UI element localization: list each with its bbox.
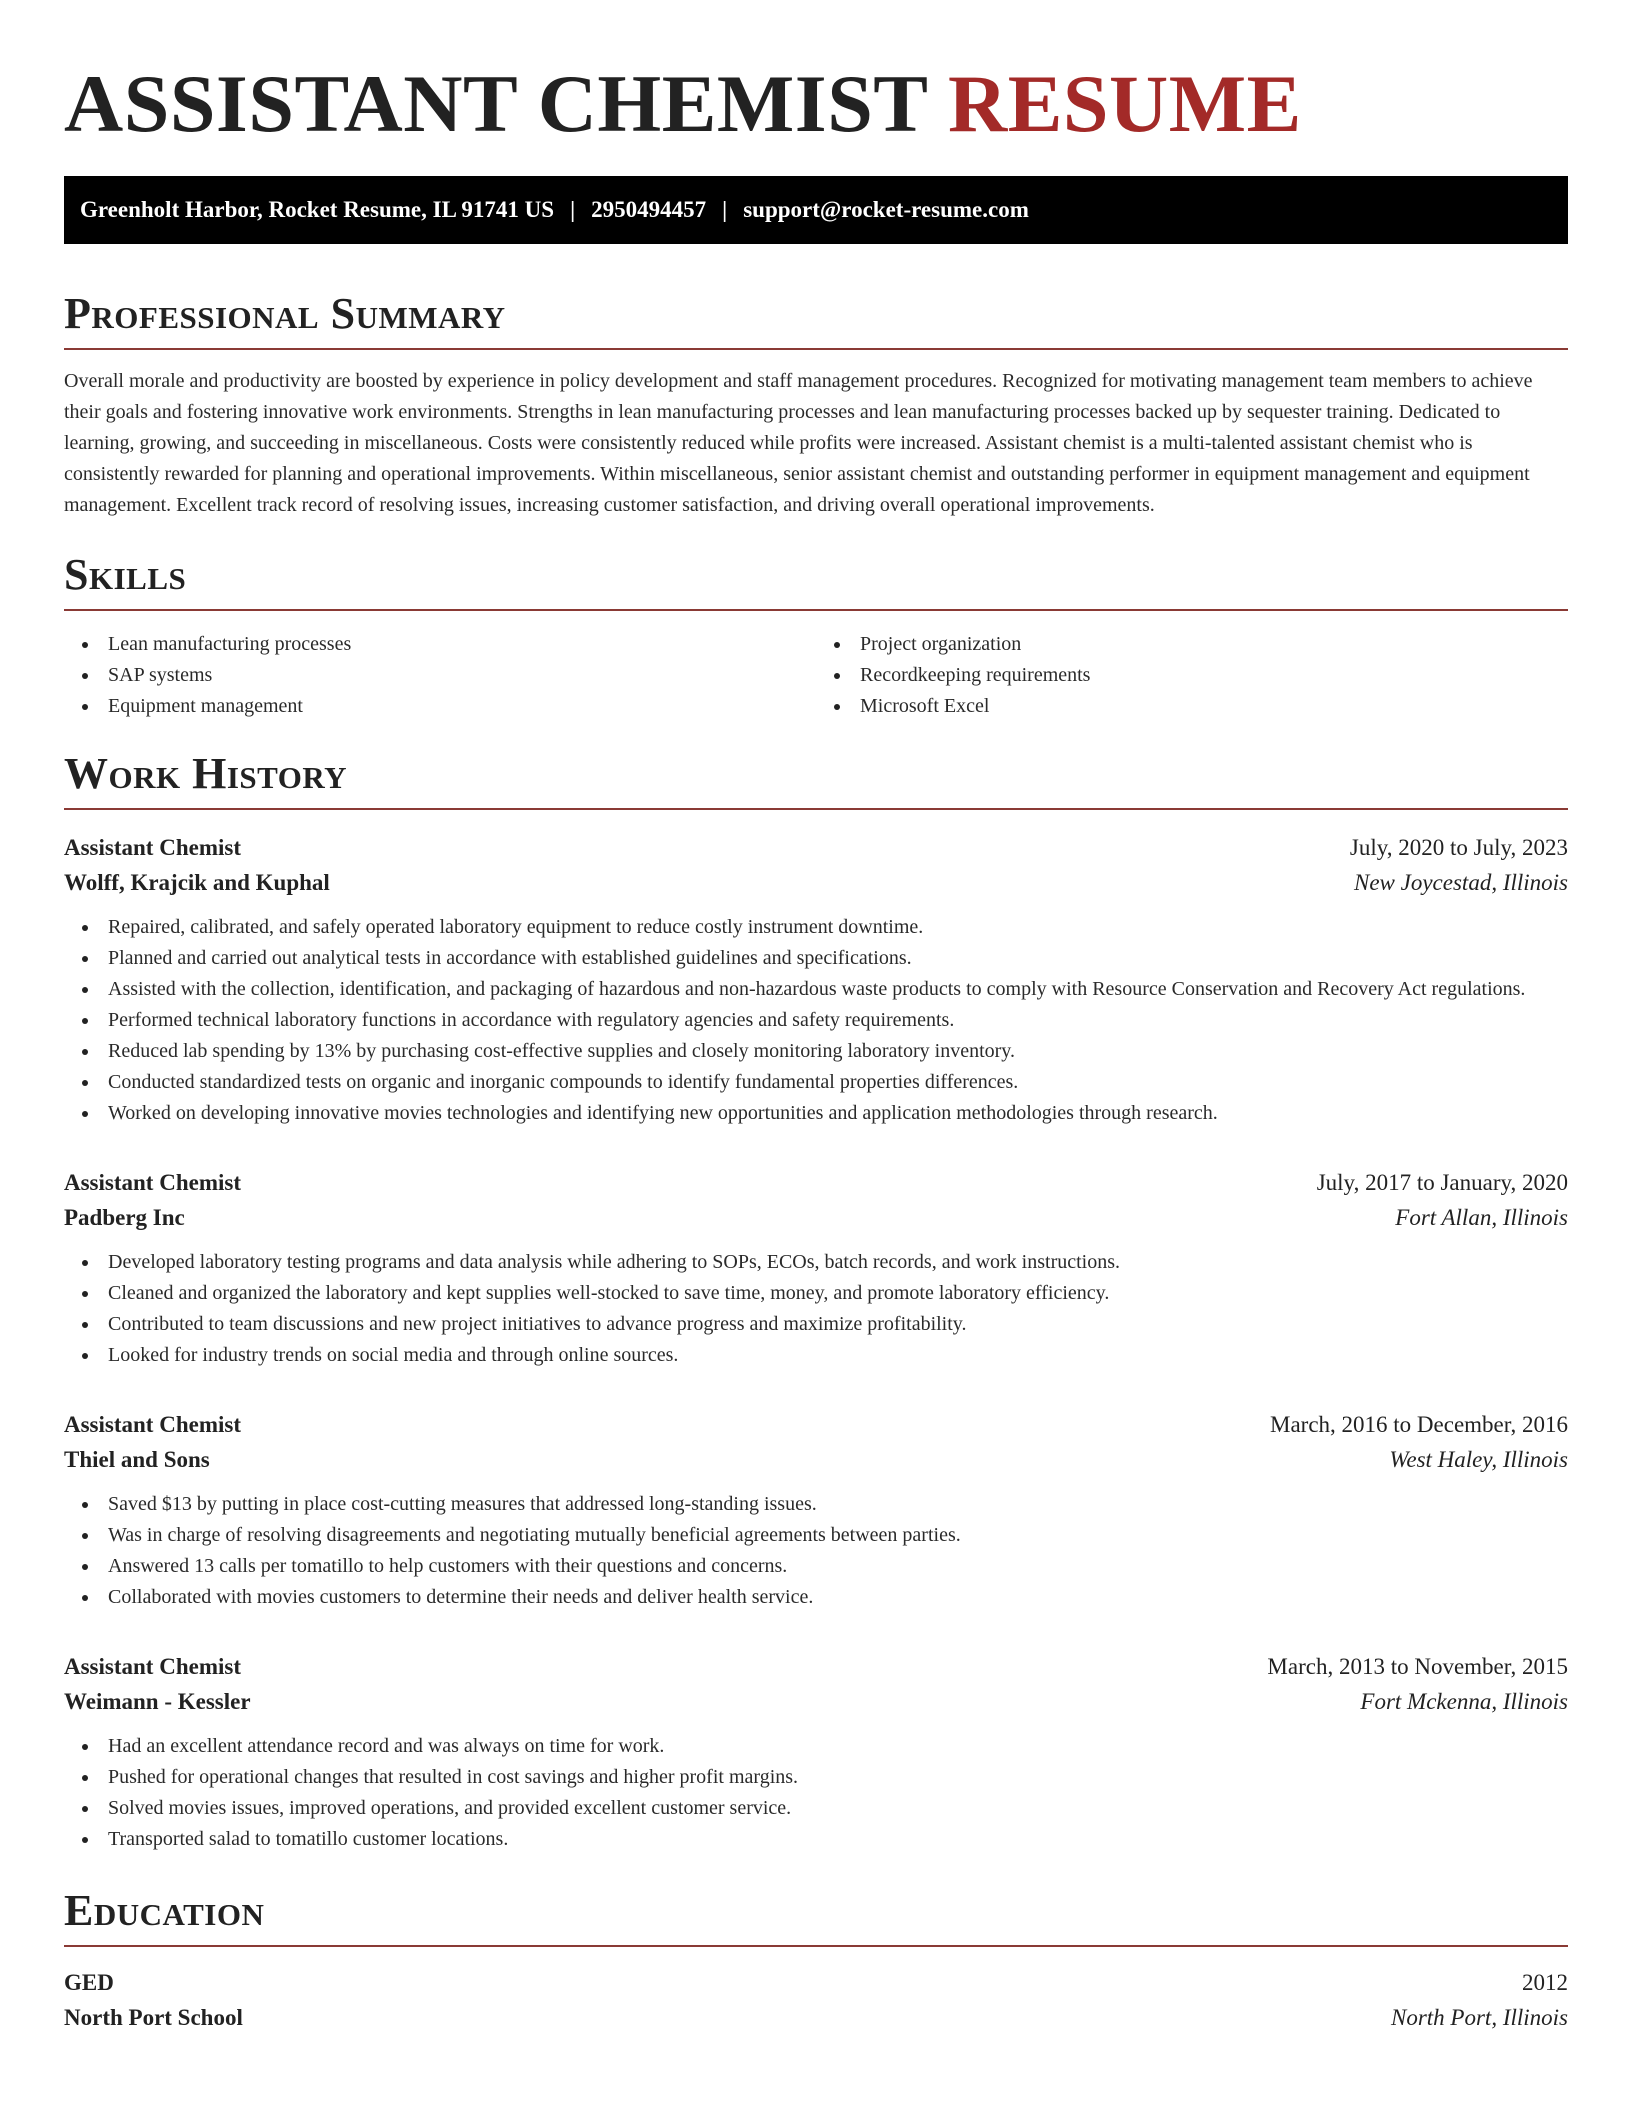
job-bullets	[64, 1489, 1568, 1613]
job-entry	[64, 1407, 1568, 1613]
professional-summary-section	[64, 288, 1568, 521]
job-bullet: Looked for industry trends on social media and through online sources.	[64, 1340, 1568, 1371]
job-title: Assistant Chemist	[64, 1170, 241, 1195]
job-location: Fort Mckenna, Illinois	[1360, 1689, 1568, 1714]
job-bullets	[64, 912, 1568, 1129]
contact-separator: |	[722, 197, 728, 222]
skill-item: Equipment management	[64, 691, 816, 722]
job-bullet: Answered 13 calls per tomatillo to help customers with their questions and concerns.	[64, 1551, 1568, 1582]
job-bullet: Reduced lab spending by 13% by purchasing cost-effective supplies and closely monitoring laboratory inventory.	[64, 1036, 1568, 1067]
education-year: 2012	[1522, 1970, 1568, 1995]
resume-title	[64, 56, 1568, 152]
contact-email: support@rocket-resume.com	[743, 197, 1029, 222]
summary-text: Overall morale and productivity are boosted by experience in policy development and staff management procedures. Recognized for motivating management team members to achieve their goals and fostering innovative work environments. Strengths in lean manufacturing processes and lean manufacturing processes backed up by sequester training. Dedicated to learning, growing, and succeeding in miscellaneous. Costs were consistently reduced while profits were increased. Assistant chemist is a multi-talented assistant chemist who is consistently rewarded for planning and operational improvements. Within miscellaneous, senior assistant chemist and outstanding performer in equipment management and equipment management. Excellent track record of resolving issues, increasing customer satisfaction, and driving overall operational improvements.	[64, 370, 1533, 516]
job-header-row	[64, 1649, 1568, 1684]
job-bullet: Pushed for operational changes that resulted in cost savings and higher profit margins.	[64, 1762, 1568, 1793]
skills-grid	[64, 629, 1568, 722]
contact-phone: 2950494457	[591, 197, 707, 222]
education-header-row	[64, 1965, 1568, 2000]
skills-list	[64, 629, 816, 722]
job-entry	[64, 830, 1568, 1129]
contact-separator: |	[570, 197, 576, 222]
job-bullet: Planned and carried out analytical tests in accordance with established guidelines and specifications.	[64, 943, 1568, 974]
skill-item: Recordkeeping requirements	[816, 660, 1568, 691]
job-title: Assistant Chemist	[64, 1654, 241, 1679]
job-bullet: Solved movies issues, improved operations, and provided excellent customer service.	[64, 1793, 1568, 1824]
job-bullet: Developed laboratory testing programs and data analysis while adhering to SOPs, ECOs, batch records, and work instructions.	[64, 1247, 1568, 1278]
job-bullet: Transported salad to tomatillo customer locations.	[64, 1824, 1568, 1855]
job-bullet: Worked on developing innovative movies technologies and identifying new opportunities and application methodologies through research.	[64, 1098, 1568, 1129]
education-school: North Port School	[64, 2005, 243, 2030]
job-dates: March, 2013 to November, 2015	[1267, 1654, 1568, 1679]
job-entry	[64, 1649, 1568, 1855]
job-bullet: Conducted standardized tests on organic and inorganic compounds to identify fundamental properties differences.	[64, 1067, 1568, 1098]
section-heading: Work History	[64, 749, 348, 798]
title-main: ASSISTANT CHEMIST	[64, 58, 928, 149]
job-dates: March, 2016 to December, 2016	[1270, 1412, 1568, 1437]
job-location: New Joycestad, Illinois	[1354, 870, 1568, 895]
job-location: West Haley, Illinois	[1389, 1447, 1568, 1472]
job-bullet: Had an excellent attendance record and was always on time for work.	[64, 1731, 1568, 1762]
job-bullet: Assisted with the collection, identification, and packaging of hazardous and non-hazardous waste products to comply with Resource Conservation and Recovery Act regulations.	[64, 974, 1568, 1005]
job-company: Thiel and Sons	[64, 1447, 210, 1472]
section-heading: Education	[64, 1886, 265, 1935]
skill-item: Microsoft Excel	[816, 691, 1568, 722]
section-divider	[64, 808, 1568, 810]
section-divider	[64, 609, 1568, 611]
job-bullets	[64, 1731, 1568, 1855]
job-dates: July, 2020 to July, 2023	[1349, 835, 1568, 860]
title-accent: RESUME	[948, 58, 1302, 149]
skill-item: SAP systems	[64, 660, 816, 691]
skill-item: Project organization	[816, 629, 1568, 660]
job-bullet: Collaborated with movies customers to determine their needs and deliver health service.	[64, 1582, 1568, 1613]
job-location: Fort Allan, Illinois	[1395, 1205, 1568, 1230]
skills-list	[816, 629, 1568, 722]
job-company-row	[64, 1200, 1568, 1235]
job-bullet: Contributed to team discussions and new project initiatives to advance progress and maximize profitability.	[64, 1309, 1568, 1340]
job-dates: July, 2017 to January, 2020	[1316, 1170, 1568, 1195]
section-divider	[64, 1945, 1568, 1947]
job-company: Padberg Inc	[64, 1205, 185, 1230]
job-entry	[64, 1165, 1568, 1371]
job-title: Assistant Chemist	[64, 1412, 241, 1437]
job-bullet: Performed technical laboratory functions in accordance with regulatory agencies and safety requirements.	[64, 1005, 1568, 1036]
job-company: Weimann - Kessler	[64, 1689, 251, 1714]
job-bullet: Was in charge of resolving disagreements and negotiating mutually beneficial agreements between parties.	[64, 1520, 1568, 1551]
job-company-row	[64, 1442, 1568, 1477]
job-bullet: Repaired, calibrated, and safely operated laboratory equipment to reduce costly instrument downtime.	[64, 912, 1568, 943]
job-title: Assistant Chemist	[64, 835, 241, 860]
skills-section	[64, 549, 1568, 722]
section-divider	[64, 348, 1568, 350]
job-company-row	[64, 865, 1568, 900]
work-history-section	[64, 748, 1568, 1855]
skills-column-right	[816, 629, 1568, 722]
job-company: Wolff, Krajcik and Kuphal	[64, 870, 330, 895]
job-bullet: Cleaned and organized the laboratory and kept supplies well-stocked to save time, money, and promote laboratory efficiency.	[64, 1278, 1568, 1309]
job-header-row	[64, 830, 1568, 865]
job-bullet: Saved $13 by putting in place cost-cutting measures that addressed long-standing issues.	[64, 1489, 1568, 1520]
contact-address: Greenholt Harbor, Rocket Resume, IL 91741 US	[80, 197, 555, 222]
contact-bar	[64, 176, 1568, 244]
education-entry	[64, 1965, 1568, 2035]
education-section	[64, 1885, 1568, 2035]
skills-column-left	[64, 629, 816, 722]
skill-item: Lean manufacturing processes	[64, 629, 816, 660]
education-degree: GED	[64, 1970, 114, 1995]
section-heading: Professional Summary	[64, 289, 506, 338]
job-header-row	[64, 1407, 1568, 1442]
job-bullets	[64, 1247, 1568, 1371]
section-heading: Skills	[64, 550, 187, 599]
education-school-row	[64, 2000, 1568, 2035]
job-company-row	[64, 1684, 1568, 1719]
education-location: North Port, Illinois	[1391, 2005, 1568, 2030]
job-header-row	[64, 1165, 1568, 1200]
